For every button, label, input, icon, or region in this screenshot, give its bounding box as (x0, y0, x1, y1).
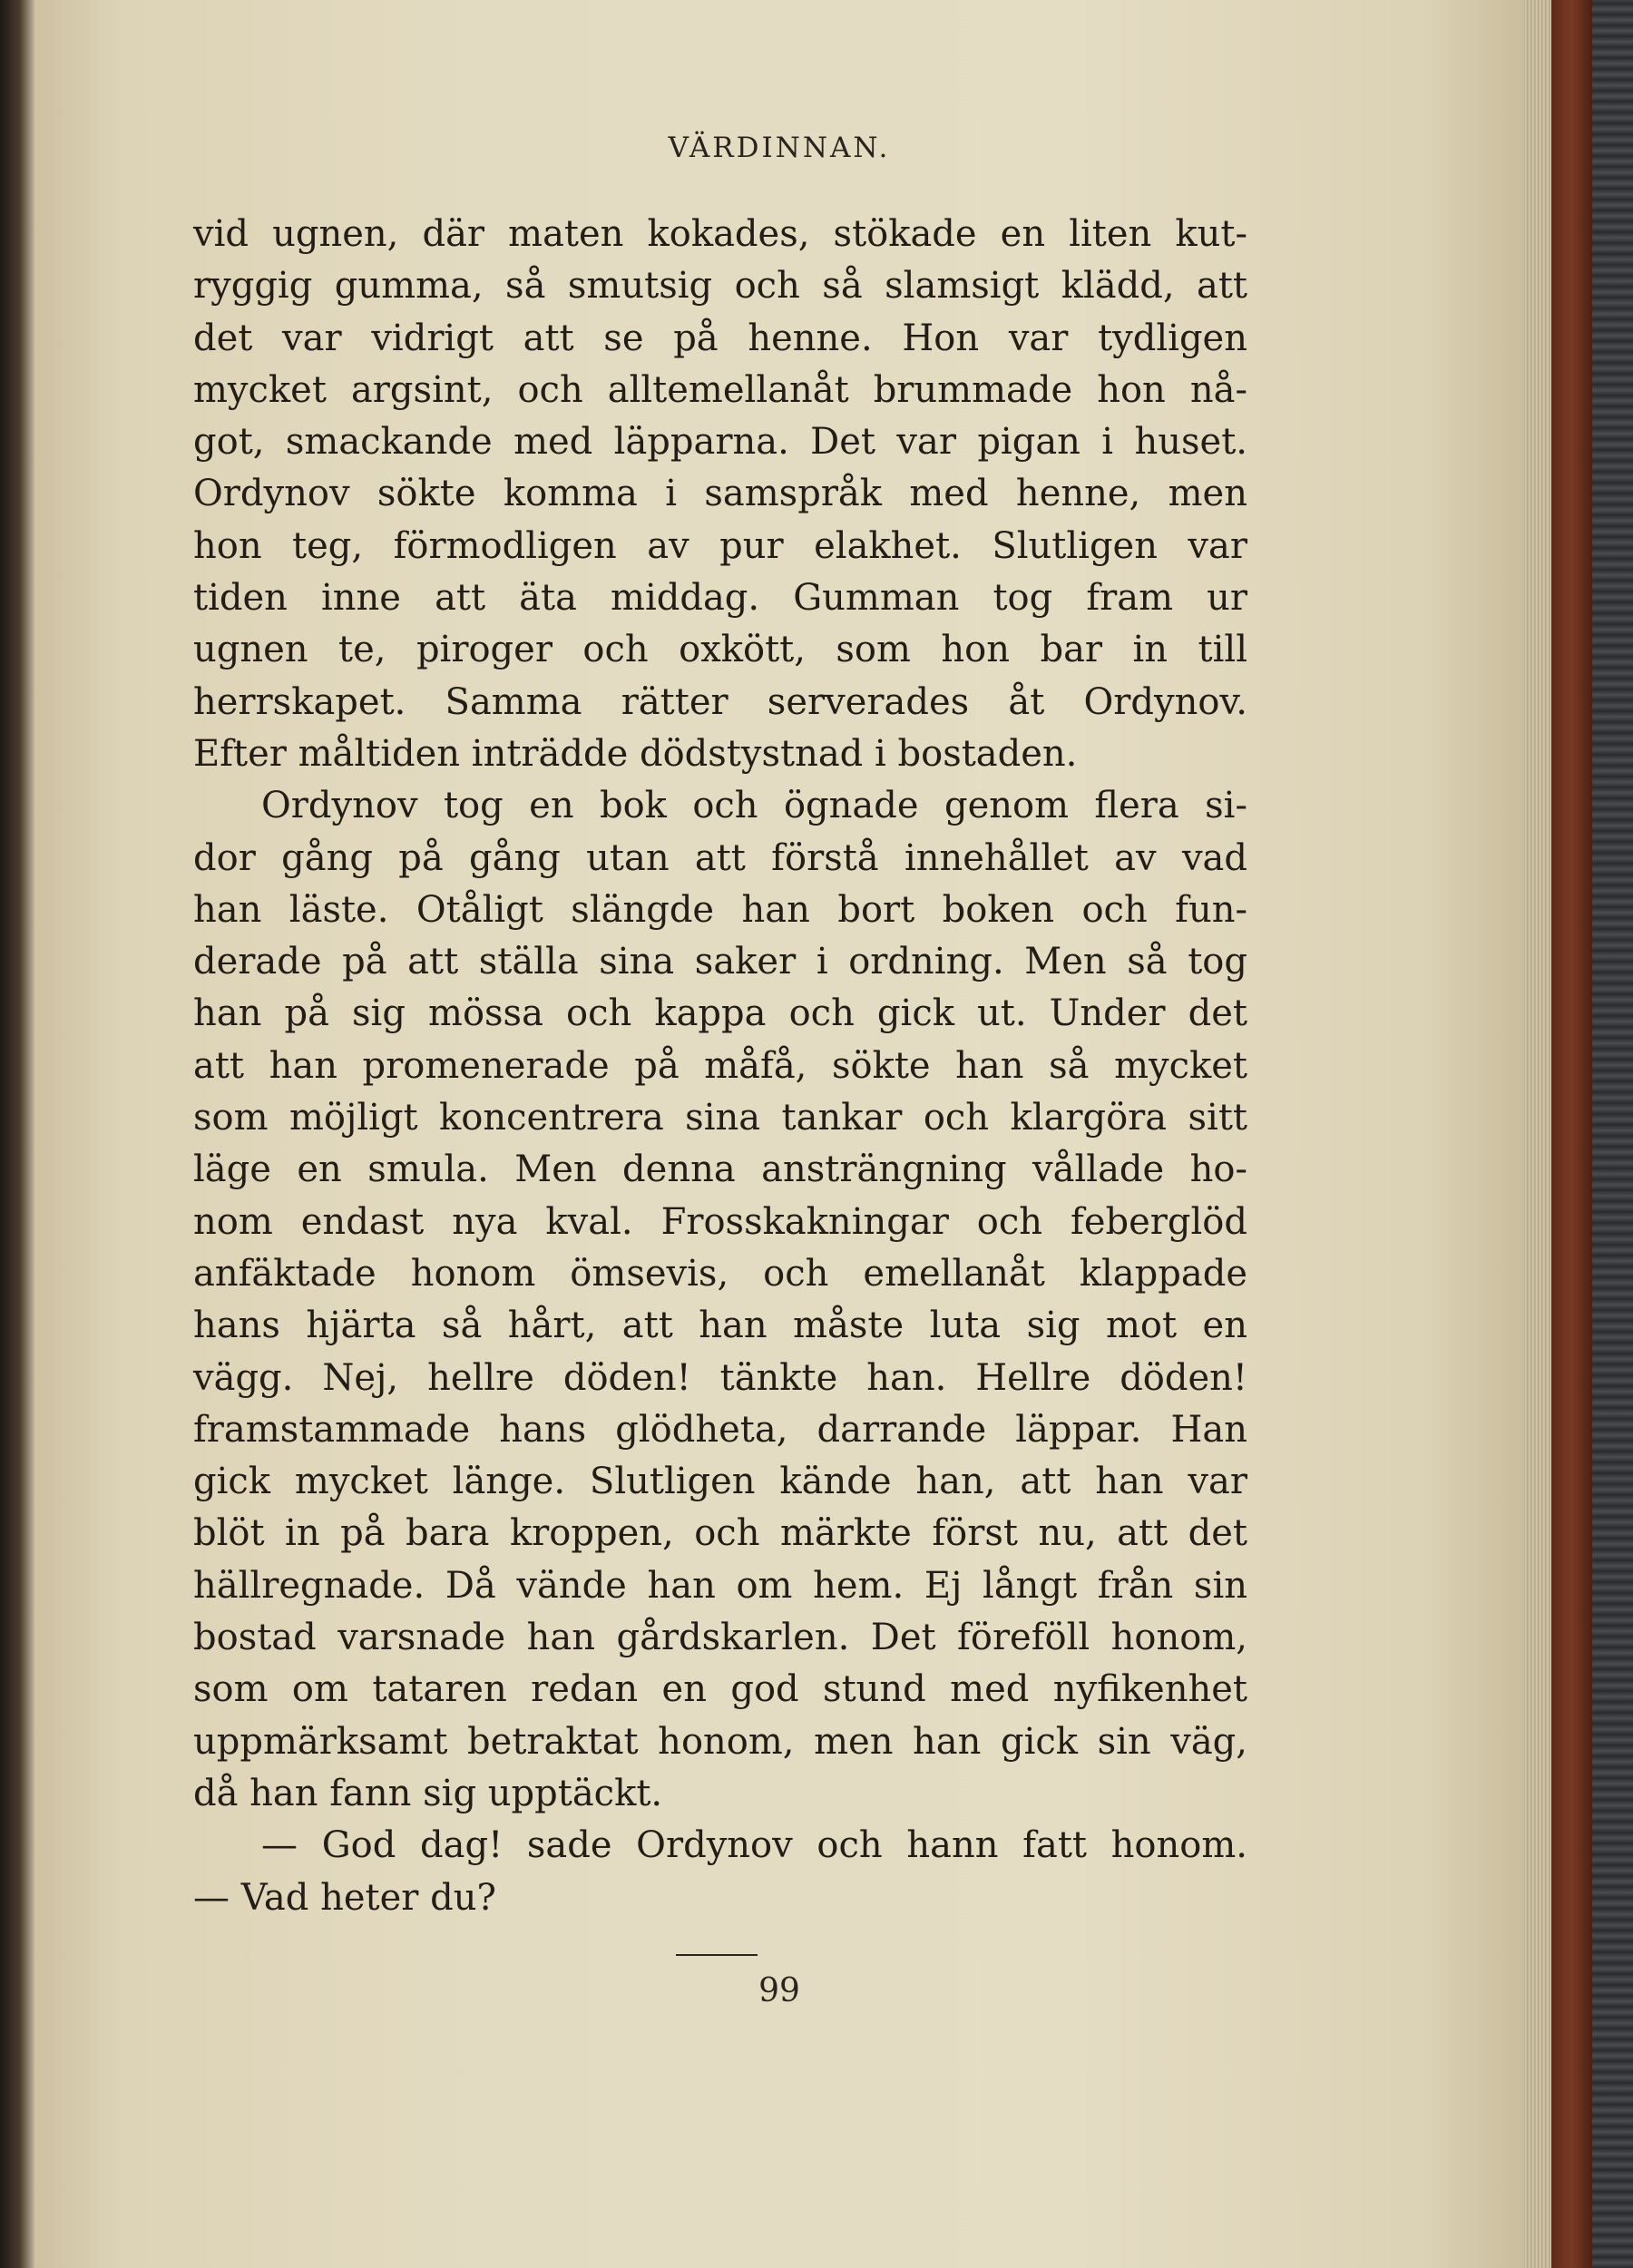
text-line: att han promenerade på måfå, sökte han så mycket (193, 1044, 1247, 1087)
text-line: anfäktade honom ömsevis, och emellanåt klappade (193, 1252, 1247, 1295)
text-line: vägg. Nej, hellre döden! tänkte han. Hellre döden! (193, 1356, 1247, 1399)
running-head: VÄRDINNAN. (668, 132, 891, 164)
text-line: nom endast nya kval. Frosskakningar och feberglöd (193, 1200, 1247, 1243)
page-number: 99 (758, 1972, 800, 2009)
text-line: läge en smula. Men denna ansträngning vållade ho- (193, 1149, 1247, 1191)
text-line: som möjligt koncentrera sina tankar och klargöra sitt (193, 1097, 1247, 1139)
text-line: han på sig mössa och kappa och gick ut. Under det (193, 992, 1247, 1035)
text-line: gick mycket länge. Slutligen kände han, att han var (193, 1461, 1247, 1503)
text-line: — God dag! sade Ordynov och hann fatt honom. (261, 1824, 1247, 1867)
text-line: Efter måltiden inträdde dödstystnad i bostaden. (193, 732, 1078, 775)
text-line: tiden inne att äta middag. Gumman tog fram ur (193, 577, 1247, 620)
text-line: herrskapet. Samma rätter serverades åt Ordynov. (193, 680, 1247, 723)
text-line: hällregnade. Då vände han om hem. Ej långt från sin (193, 1564, 1247, 1607)
text-line: uppmärksamt betraktat honom, men han gick sin väg, (193, 1720, 1247, 1763)
text-line: Ordynov tog en bok och ögnade genom flera si- (261, 785, 1247, 827)
text-line: ugnen te, piroger och oxkött, som hon bar in till (193, 629, 1247, 671)
text-line: hans hjärta så hårt, att han måste luta sig mot en (193, 1305, 1247, 1347)
text-line: ryggig gumma, så smutsig och så slamsigt klädd, att (193, 265, 1247, 308)
text-line: framstammade hans glödheta, darrande läppar. Han (193, 1408, 1247, 1451)
text-line: det var vidrigt att se på henne. Hon var tydligen (193, 317, 1247, 359)
text-line: han läste. Otåligt slängde han bort boken och fun- (193, 888, 1247, 931)
text-line: Ordynov sökte komma i samspråk med henne, men (193, 473, 1247, 515)
text-line: bostad varsnade han gårdskarlen. Det föreföll honom, (193, 1617, 1247, 1659)
text-line: mycket argsint, och alltemellanåt brummade hon nå- (193, 368, 1247, 411)
text-line: got, smackande med läpparna. Det var pigan i huset. (193, 421, 1247, 464)
text-line: då han fann sig upptäckt. (193, 1772, 663, 1814)
book-cover (1551, 0, 1592, 2268)
text-line: som om tataren redan en god stund med nyfikenhet (193, 1668, 1247, 1711)
footer-rule (676, 1954, 758, 1956)
text-line: blöt in på bara kroppen, och märkte först nu, att det (193, 1512, 1247, 1555)
binding-edge (0, 0, 36, 2268)
text-line: derade på att ställa sina saker i ordning. Men så tog (193, 941, 1247, 983)
body-text (193, 209, 1247, 1924)
text-line: — Vad heter du? (193, 1876, 496, 1919)
page-stack-edge (1524, 0, 1551, 2268)
backdrop (1592, 0, 1633, 2268)
text-line: vid ugnen, där maten kokades, stökade en liten kut- (193, 213, 1247, 255)
text-line: hon teg, förmodligen av pur elakhet. Slutligen var (193, 524, 1247, 567)
text-line: dor gång på gång utan att förstå innehållet av vad (193, 836, 1247, 879)
